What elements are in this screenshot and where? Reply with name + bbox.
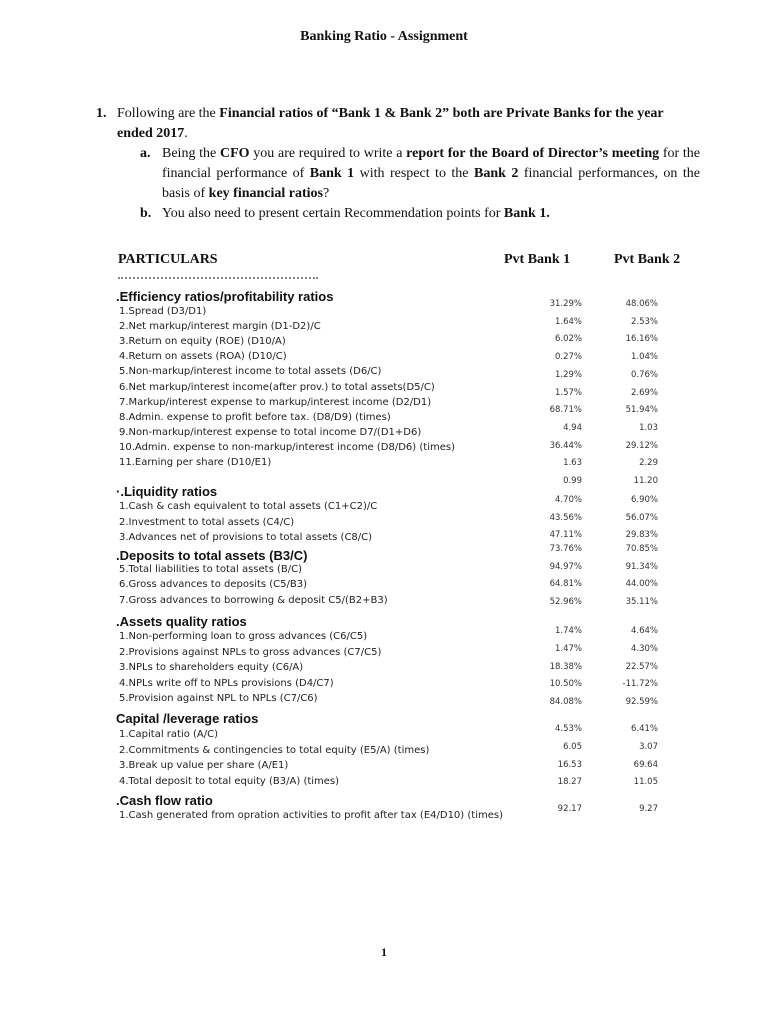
bank1-value: 64.81%: [549, 579, 582, 589]
bank1-value: 0.27%: [554, 352, 582, 363]
bank2-value: 29.83%: [625, 530, 658, 541]
document-title: Banking Ratio - Assignment: [300, 29, 468, 44]
bank2-value: 4.64%: [630, 626, 658, 636]
partA-run: CFO: [219, 146, 250, 161]
partA-run: key financial ratios: [208, 186, 324, 201]
intro-run: .: [184, 126, 188, 141]
bank1-value: 1.47%: [554, 643, 582, 654]
partA-run: Being the: [162, 146, 220, 161]
bank2-value: 6.90%: [630, 495, 658, 505]
bank2-value: 70.85%: [625, 544, 658, 554]
ratio-label: 4.NPLs write off to NPLs provisions (D4/C7): [119, 677, 334, 689]
partA-run: financial performances, on the basis of: [162, 166, 700, 201]
bank1-value: 68.71%: [549, 405, 582, 416]
bank2-value: 35.11%: [625, 596, 658, 607]
header-bank1: Pvt Bank 1: [504, 252, 571, 267]
ratio-label: 2.Provisions against NPLs to gross advances (C7/C5): [119, 646, 382, 658]
bank2-value: 11.05: [633, 777, 658, 788]
ratio-label: 2.Net markup/interest margin (D1-D2)/C: [119, 321, 321, 333]
bank2-value: 91.34%: [625, 561, 658, 572]
partA-run: for the financial performance of: [162, 146, 701, 181]
bank1-value: 4.53%: [554, 724, 582, 734]
sub-question-b-text: [162, 204, 700, 224]
partB-run: Bank 1.: [503, 206, 550, 221]
partA-run: Bank 2: [473, 166, 519, 181]
ratio-label: 3.Break up value per share (A/E1): [119, 760, 289, 771]
partB-run: You also need to present certain Recommendation points for: [162, 206, 504, 221]
header-particulars: PARTICULARS: [118, 252, 218, 267]
ratio-label: 9.Non-markup/interest expense to total income D7/(D1+D6): [119, 426, 422, 438]
bank1-value: 1.57%: [554, 387, 582, 398]
ratio-label: 1.Non-performing loan to gross advances (C6/C5): [119, 631, 368, 642]
bank2-value: 16.16%: [625, 334, 658, 345]
bank2-value: 29.12%: [625, 440, 658, 451]
bank1-value: 1.64%: [554, 316, 582, 327]
ratio-label: 3.Return on equity (ROE) (D10/A): [119, 336, 286, 348]
ratio-label: 7.Markup/interest expense to markup/interest income (D2/D1): [119, 396, 432, 408]
ratio-label: 3.Advances net of provisions to total assets (C8/C): [119, 532, 373, 543]
ratio-label: 1.Cash & cash equivalent to total assets (C1+C2)/C: [119, 501, 378, 512]
ratio-label: 7.Gross advances to borrowing & deposit C5/(B2+B3): [119, 595, 388, 607]
question-number: 1.: [96, 106, 107, 121]
section-title: Capital /leverage ratios: [116, 711, 259, 726]
sub-question-a: [140, 144, 700, 204]
section-title: .Deposits to total assets (B3/C): [116, 548, 308, 563]
bank1-value: 6.02%: [554, 334, 582, 345]
bank2-value: -11.72%: [622, 679, 658, 690]
bank2-value: 2.53%: [630, 316, 658, 327]
bank2-value: 2.69%: [630, 387, 658, 398]
ratio-label: 1.Spread (D3/D1): [119, 306, 207, 317]
ratio-label: 6.Gross advances to deposits (C5/B3): [119, 579, 308, 591]
sub-question-a-text: [162, 144, 700, 204]
bank1-value: 94.97%: [549, 561, 582, 572]
section-title: .Assets quality ratios: [116, 614, 247, 629]
header-bank2: Pvt Bank 2: [614, 252, 681, 267]
ratio-label: 5.Provision against NPL to NPLs (C7/C6): [119, 693, 318, 704]
ratio-label: 11.Earning per share (D10/E1): [119, 457, 272, 468]
bank2-value: 6.41%: [630, 724, 658, 734]
partA-run: report for the Board of Director’s meeting: [406, 146, 660, 161]
bank1-value: 4.70%: [554, 495, 582, 505]
bank1-value: 18.38%: [549, 661, 582, 672]
bank1-value: 52.96%: [549, 596, 582, 607]
bank2-value: 92.59%: [625, 697, 658, 708]
intro-run: Following are the: [117, 106, 220, 121]
bank1-value: 36.44%: [549, 440, 582, 451]
ratio-label: 10.Admin. expense to non-markup/interest income (D8/D6) (times): [119, 441, 455, 453]
bank1-value: 43.56%: [549, 512, 582, 523]
ratio-label: 8.Admin. expense to profit before tax. (D8/D9) (times): [119, 411, 391, 423]
ratio-label: 1.Capital ratio (A/C): [119, 729, 219, 740]
bank2-value: 56.07%: [625, 512, 658, 523]
ratio-label: 4.Total deposit to total equity (B3/A) (times): [119, 775, 340, 787]
bank2-value: 0.76%: [630, 369, 658, 380]
bank2-value: 1.03: [639, 422, 658, 433]
bank2-value: 44.00%: [625, 579, 658, 589]
ratio-label: 4.Return on assets (ROA) (D10/C): [119, 351, 287, 363]
bank2-value: 3.07: [639, 741, 658, 752]
bank1-value: 16.53: [557, 759, 582, 770]
bank2-value: 4.30%: [630, 643, 658, 654]
bank2-value: 69.64: [633, 759, 658, 770]
bank1-value: 1.63: [563, 458, 582, 469]
bank1-value: 0.99: [563, 476, 582, 486]
ratio-label: 3.NPLs to shareholders equity (C6/A): [119, 662, 304, 673]
bank1-value: 31.29%: [549, 299, 582, 309]
cropped-text-divider: [118, 277, 318, 282]
ratio-label: 2.Investment to total assets (C4/C): [119, 516, 295, 528]
bank2-value: 2.29: [639, 458, 658, 469]
ratio-label: 2.Commitments & contingencies to total equity (E5/A) (times): [119, 744, 430, 756]
partA-run: you are required to write a: [249, 146, 407, 161]
bank1-value: 18.27: [557, 777, 582, 788]
bank2-value: 48.06%: [625, 299, 658, 309]
bank1-value: 1.29%: [554, 369, 582, 380]
section-title: .Cash flow ratio: [116, 793, 213, 808]
intro-run: Financial ratios of “Bank 1 & Bank 2” both are Private Banks for the year ended 2017: [117, 106, 664, 141]
bank2-value: 51.94%: [625, 405, 658, 416]
bank1-value: 6.05: [563, 741, 582, 752]
sub-question-b-label: b.: [140, 206, 152, 221]
sub-question-a-label: a.: [140, 146, 151, 161]
partA-run: Bank 1: [309, 166, 355, 181]
bank2-value: 9.27: [639, 804, 658, 814]
ratio-label: 5.Non-markup/interest income to total assets (D6/C): [119, 366, 382, 378]
ratio-label: 6.Net markup/interest income(after prov.) to total assets(D5/C): [119, 381, 435, 393]
bank1-value: 4.94: [563, 422, 582, 433]
partA-run: ?: [323, 186, 330, 201]
bank2-value: 1.04%: [630, 352, 658, 363]
bank1-value: 1.74%: [554, 626, 582, 636]
bank1-value: 92.17: [557, 804, 582, 814]
page-number: 1: [381, 945, 387, 959]
question-intro: [117, 104, 700, 144]
ratio-label: 1.Cash generated from opration activities to profit after tax (E4/D10) (times): [119, 810, 503, 821]
partA-run: with respect to the: [354, 166, 474, 181]
bank1-value: 47.11%: [549, 530, 582, 541]
bank1-value: 73.76%: [549, 544, 582, 554]
ratio-label: 5.Total liabilities to total assets (B/C): [119, 563, 302, 575]
section-title: .Efficiency ratios/profitability ratios: [116, 289, 334, 304]
sub-question-b: [140, 204, 700, 224]
bank2-value: 22.57%: [625, 661, 658, 672]
bank1-value: 84.08%: [549, 697, 582, 708]
section-title: ·.Liquidity ratios: [116, 484, 218, 499]
bank1-value: 10.50%: [549, 679, 582, 690]
bank2-value: 11.20: [633, 476, 658, 486]
